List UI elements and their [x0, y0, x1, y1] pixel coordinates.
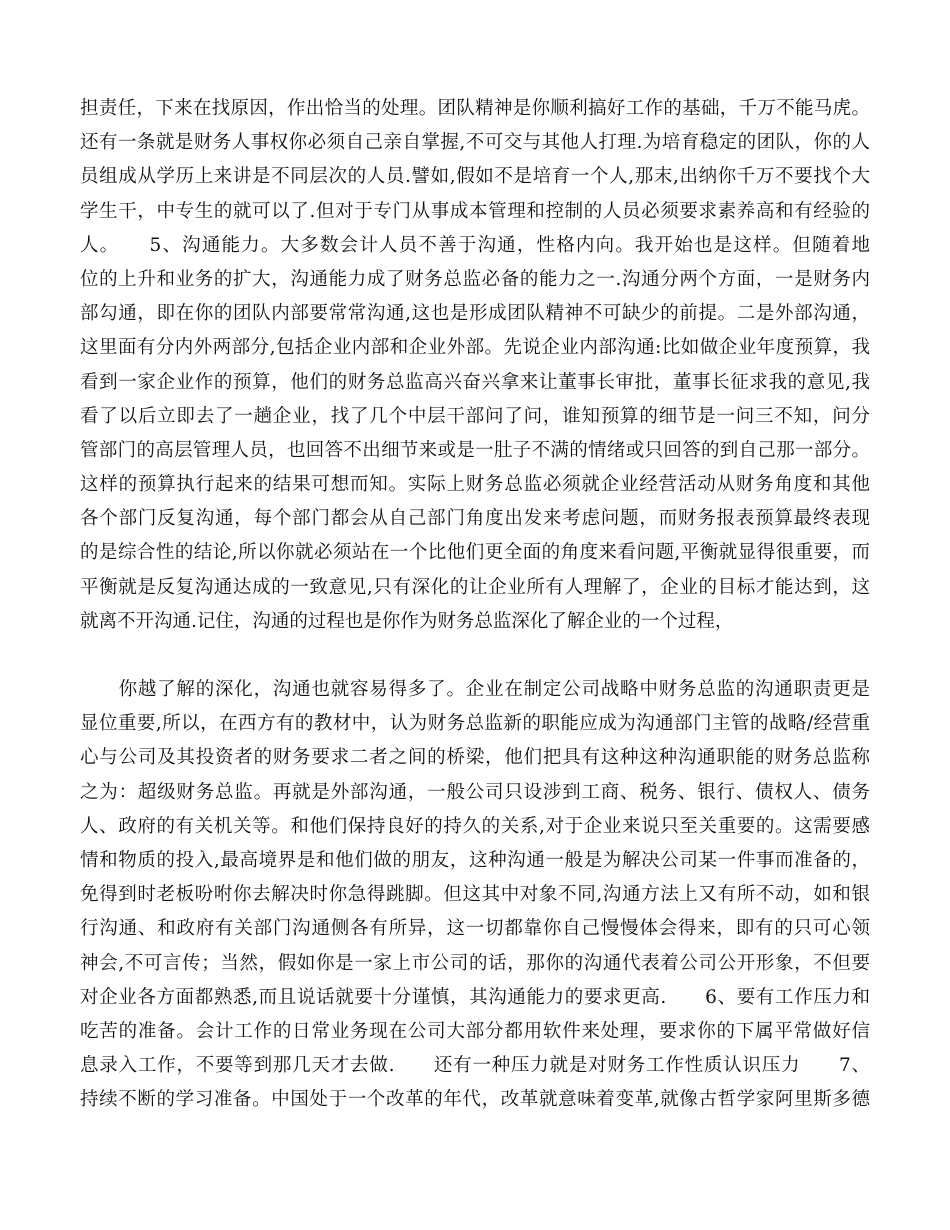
text-line: 行沟通、和政府有关部门沟通侧各有所异，这一切都靠你自己慢慢体会得来，即有的只可心领 — [80, 918, 870, 940]
text-line: 持续不断的学习准备。中国处于一个改革的年代，改革就意味着变革,就像古哲学家阿里斯多德 — [80, 1089, 870, 1111]
text-line: 神会,不可言传；当然，假如你是一家上市公司的话，那你的沟通代表着公司公开形象，不但要 — [80, 952, 870, 974]
text-line: 看了以后立即去了一趟企业，找了几个中层干部问了问，谁知预算的细节是一问三不知，问分 — [80, 405, 870, 427]
text-line: 就离不开沟通.记住，沟通的过程也是你作为财务总监深化了解企业的一个过程， — [80, 610, 734, 632]
text-line: 你越了解的深化，沟通也就容易得多了。企业在制定公司战略中财务总监的沟通职责更是 — [80, 679, 870, 700]
document-page — [80, 92, 870, 1117]
text-line: 息录入工作，不要等到那几天才去做. 还有一种压力就是对财务工作性质认识压力 7、 — [80, 1055, 870, 1077]
text-line: 位的上升和业务的扩大，沟通能力成了财务总监必备的能力之一.沟通分两个方面，一是财务内 — [80, 268, 870, 290]
paragraph-gap — [80, 639, 870, 673]
text-line: 免得到时老板吩咐你去解决时你急得跳脚。但这其中对象不同,沟通方法上又有所不动，如和银 — [80, 884, 870, 906]
text-line: 情和物质的投入,最高境界是和他们做的朋友，这种沟通一般是为解决公司某一件事而准备的， — [80, 849, 870, 871]
text-line: 担责任，下来在找原因，作出恰当的处理。团队精神是你顺利搞好工作的基础，千万不能马虎。 — [80, 98, 870, 119]
text-line: 各个部门反复沟通，每个部门都会从自己部门角度出发来考虑问题，而财务报表预算最终表现 — [80, 508, 870, 530]
text-line: 吃苦的准备。会计工作的日常业务现在公司大部分都用软件来处理，要求你的下属平常做好信 — [80, 1020, 870, 1042]
text-line: 还有一条就是财务人事权你必须自己亲自掌握,不可交与其他人打理.为培育稳定的团队，你的人 — [80, 132, 870, 154]
text-line: 平衡就是反复沟通达成的一致意见,只有深化的让企业所有人理解了，企业的目标才能达到，这 — [80, 576, 870, 598]
text-line: 这里面有分内外两部分,包括企业内部和企业外部。先说企业内部沟通:比如做企业年度预算，我 — [80, 337, 870, 359]
text-line: 人、政府的有关机关等。和他们保持良好的持久的关系,对于企业来说只至关重要的。这需要感 — [80, 815, 870, 837]
text-line: 的是综合性的结论,所以你就必须站在一个比他们更全面的角度来看问题,平衡就显得很重要，而 — [80, 542, 870, 564]
text-line: 部勾通，即在你的团队内部要常常沟通,这也是形成团队精神不可缺少的前提。二是外部沟通， — [80, 303, 870, 325]
text-line: 对企业各方面都熟悉,而且说话就要十分谨慎，其沟通能力的要求更高. 6、要有工作压力和 — [80, 986, 870, 1008]
text-line: 人。 5、沟通能力。大多数会计人员不善于沟通，性格内向。我开始也是这样。但随着地 — [80, 234, 870, 256]
text-line: 管部门的高层管理人员，也回答不出细节来或是一肚子不满的情绪或只回答的到自己那一部分。 — [80, 439, 870, 461]
text-line: 看到一家企业作的预算，他们的财务总监高兴奋兴拿来让董事长审批，董事长征求我的意见,我 — [80, 371, 870, 393]
text-line: 心与公司及其投资者的财务要求二者之间的桥梁，他们把具有这种这种沟通职能的财务总监称 — [80, 747, 870, 769]
text-line: 显位重要,所以，在西方有的教材中，认为财务总监新的职能应成为沟通部门主管的战略/经营重 — [80, 713, 870, 735]
paragraph-1 — [80, 92, 870, 639]
text-line: 这样的预算执行起来的结果可想而知。实际上财务总监必须就企业经营活动从财务角度和其他 — [80, 474, 870, 496]
text-line: 之为：超级财务总监。再就是外部沟通，一般公司只设涉到工商、税务、银行、债权人、债务 — [80, 781, 870, 803]
text-line: 学生干，中专生的就可以了.但对于专门从事成本管理和控制的人员必须要求素养高和有经验的 — [80, 200, 870, 222]
text-line: 员组成从学历上来讲是不同层次的人员.譬如,假如不是培育一个人,那末,出纳你千万不要找个大 — [80, 166, 870, 188]
paragraph-2 — [80, 673, 870, 1117]
